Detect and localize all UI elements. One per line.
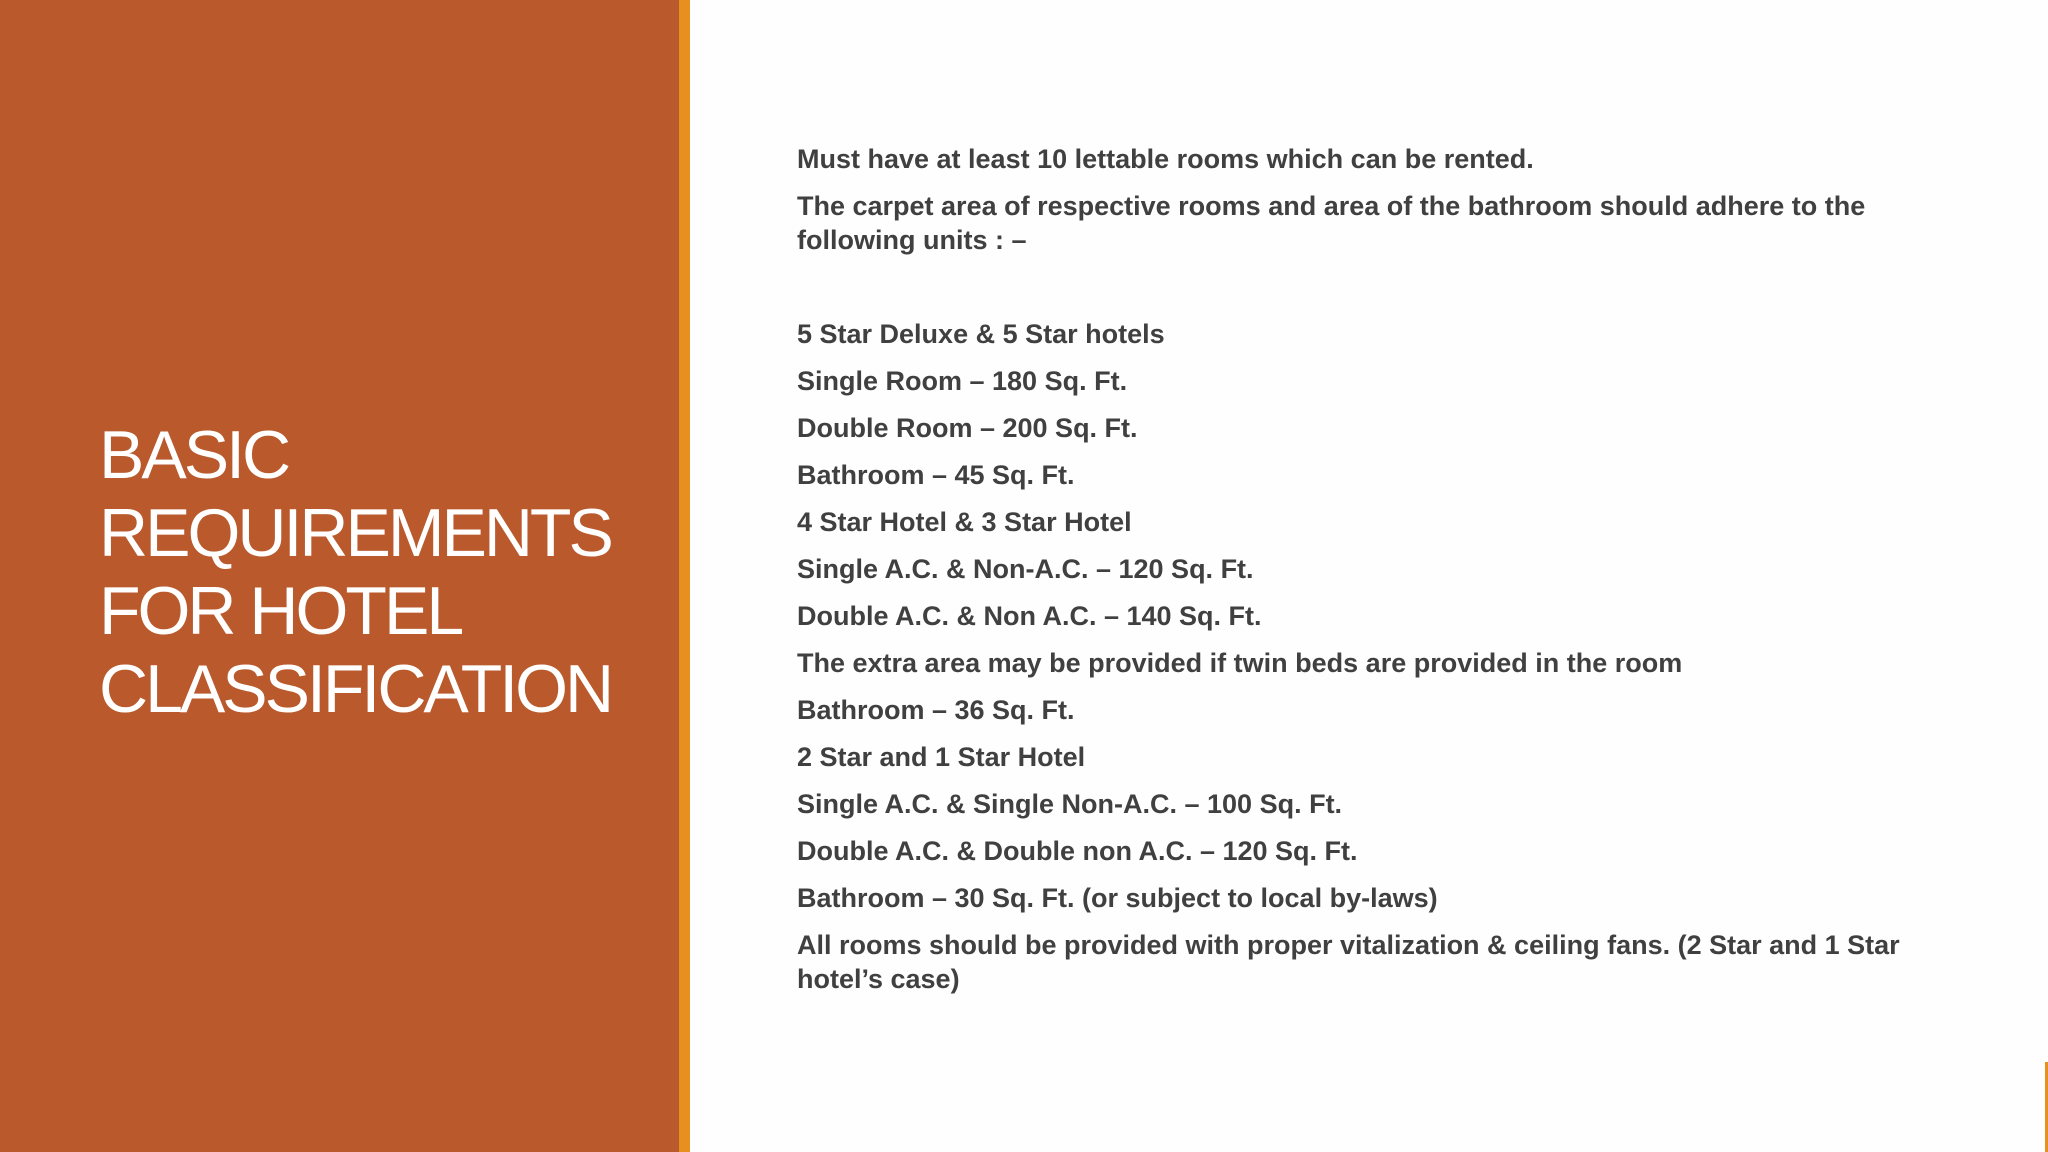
slide-title: BASIC REQUIREMENTS FOR HOTEL CLASSIFICATION (99, 417, 612, 727)
paragraph: Bathroom – 45 Sq. Ft. (797, 460, 1075, 490)
paragraph: 4 Star Hotel & 3 Star Hotel (797, 507, 1132, 537)
empty-paragraph (797, 270, 1907, 304)
paragraph: Must have at least 10 lettable rooms which can be rented. (797, 144, 1534, 174)
paragraph: Double A.C. & Double non A.C. – 120 Sq. Ft. (797, 836, 1358, 866)
paragraph: The carpet area of respective rooms and area of the bathroom should adhere to the following units : – (797, 191, 1866, 255)
paragraph: 5 Star Deluxe & 5 Star hotels (797, 319, 1165, 349)
paragraph: Single A.C. & Non-A.C. – 120 Sq. Ft. (797, 554, 1254, 584)
paragraph: Double Room – 200 Sq. Ft. (797, 413, 1138, 443)
accent-bar (679, 0, 690, 1152)
paragraph: Double A.C. & Non A.C. – 140 Sq. Ft. (797, 601, 1262, 631)
paragraph: Single A.C. & Single Non-A.C. – 100 Sq. Ft. (797, 789, 1343, 819)
paragraph: 2 Star and 1 Star Hotel (797, 742, 1086, 772)
paragraph: The extra area may be provided if twin beds are provided in the room (797, 648, 1683, 678)
title-panel (0, 0, 679, 1152)
paragraph: Bathroom – 30 Sq. Ft. (or subject to local by-laws) (797, 883, 1438, 913)
paragraph: Bathroom – 36 Sq. Ft. (797, 695, 1075, 725)
content-body (797, 142, 1907, 1009)
paragraph: All rooms should be provided with proper vitalization & ceiling fans. (2 Star and 1 Star hotel’s case) (797, 930, 1900, 994)
paragraph: Single Room – 180 Sq. Ft. (797, 366, 1128, 396)
